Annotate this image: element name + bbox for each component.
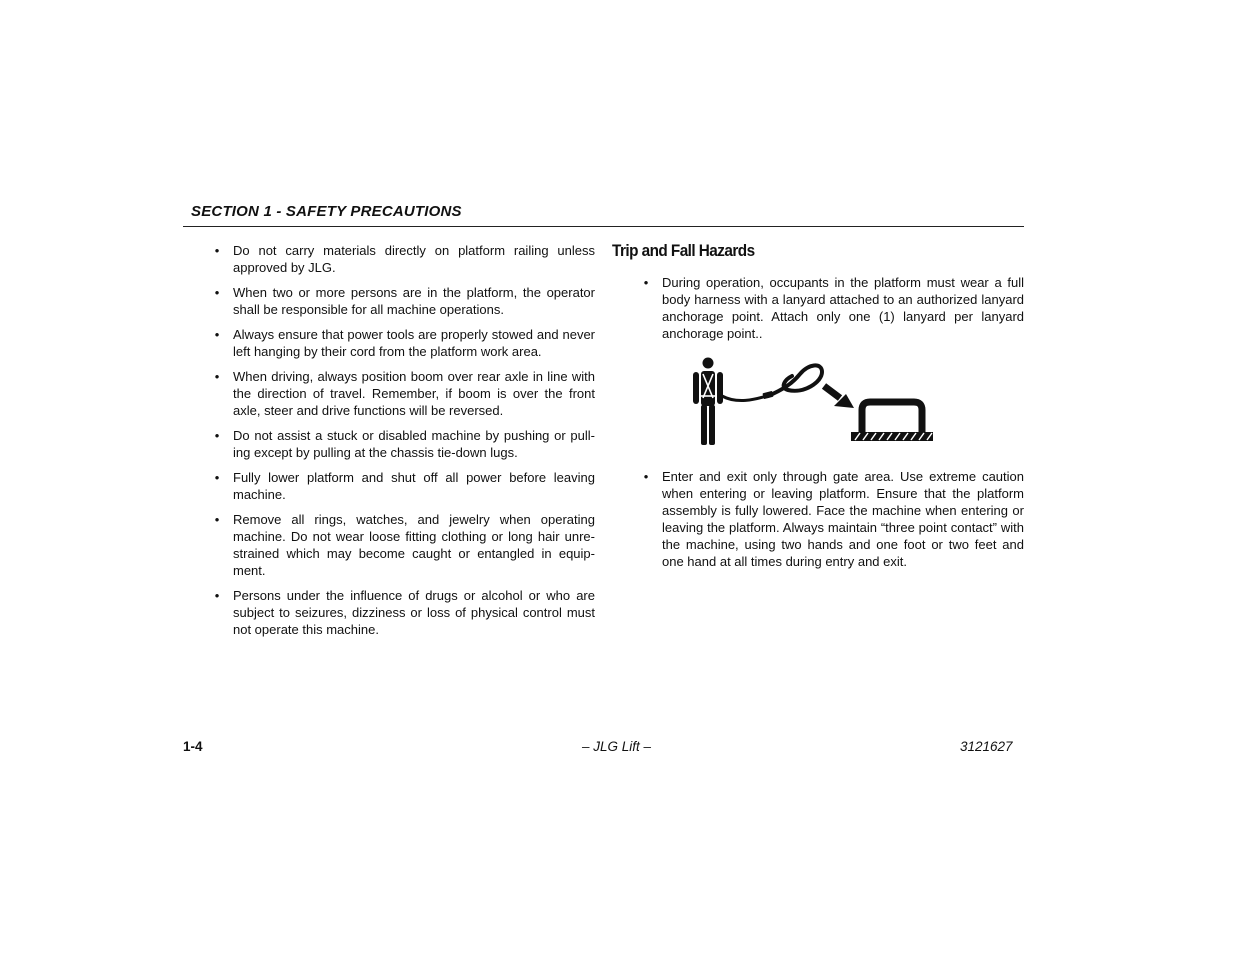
list-item-text: Enter and exit only through gate area. Use extreme caution when entering or leaving platform. Ensure that the platform assembly is fully lowered. Face the machine when entering or leaving the platform. Always maintain “three point contact” with the machine, using two hands and one foot or two feet and one hand at all times during entry and exit.	[662, 469, 1024, 569]
harnessed-worker-icon	[693, 358, 723, 446]
list-item-text: Always ensure that power tools are properly stowed and never left hanging by their cord from the platform work area.	[233, 327, 595, 359]
bullet-icon: •	[214, 369, 220, 384]
list-item-text: Persons under the influence of drugs or alcohol or who are subject to seizures, dizziness or loss of physical control must not operate this machine.	[233, 588, 595, 637]
right-bullet-list-2	[612, 468, 1024, 570]
list-item	[213, 469, 595, 503]
footer-publisher: – JLG Lift –	[582, 739, 652, 754]
anchorage-point-icon	[851, 402, 933, 441]
list-item-text: Fully lower platform and shut off all power before leaving machine.	[233, 470, 595, 502]
list-item	[213, 511, 595, 579]
bullet-icon: •	[214, 470, 220, 485]
list-item	[642, 274, 1024, 342]
list-item	[642, 468, 1024, 570]
arrow-icon	[824, 386, 854, 408]
lanyard-icon	[722, 365, 822, 400]
list-item-text: When driving, always position boom over rear axle in line with the direction of travel. Remember, if boom is over the front axle, steer and drive functions will be reversed.	[233, 369, 595, 418]
harness-lanyard-anchorage-icon	[692, 356, 938, 452]
bullet-icon: •	[643, 469, 649, 484]
bullet-icon: •	[643, 275, 649, 290]
list-item-text: Remove all rings, watches, and jewelry when operating machine. Do not wear loose fitting clothing or long hair unre-strained which may become caught or entangled in equip-ment.	[233, 512, 595, 578]
list-item	[213, 587, 595, 638]
bullet-icon: •	[214, 588, 220, 603]
bullet-icon: •	[214, 243, 220, 258]
list-item-text: When two or more persons are in the platform, the operator shall be responsible for all machine operations.	[233, 285, 595, 317]
bullet-icon: •	[214, 285, 220, 300]
left-column	[213, 242, 595, 646]
list-item	[213, 284, 595, 318]
header-divider	[183, 226, 1024, 227]
left-bullet-list	[213, 242, 595, 638]
right-bullet-list	[612, 274, 1024, 342]
list-item-text: Do not assist a stuck or disabled machine by pushing or pull-ing except by pulling at the chassis tie-down lugs.	[233, 428, 595, 460]
right-column	[612, 240, 1024, 578]
section-title: SECTION 1 - SAFETY PRECAUTIONS	[191, 203, 462, 220]
list-item-text: During operation, occupants in the platform must wear a full body harness with a lanyard attached to an authorized lanyard anchorage point. Attach only one (1) lanyard per lanyard anchorage point..	[662, 275, 1024, 341]
list-item	[213, 368, 595, 419]
list-item	[213, 427, 595, 461]
list-item	[213, 326, 595, 360]
document-number: 3121627	[960, 739, 1013, 754]
bullet-icon: •	[214, 327, 220, 342]
bullet-icon: •	[214, 512, 220, 527]
list-item-text: Do not carry materials directly on platform railing unless approved by JLG.	[233, 243, 595, 275]
bullet-icon: •	[214, 428, 220, 443]
list-item	[213, 242, 595, 276]
trip-fall-heading: Trip and Fall Hazards	[612, 241, 755, 260]
page-number: 1-4	[183, 739, 203, 754]
